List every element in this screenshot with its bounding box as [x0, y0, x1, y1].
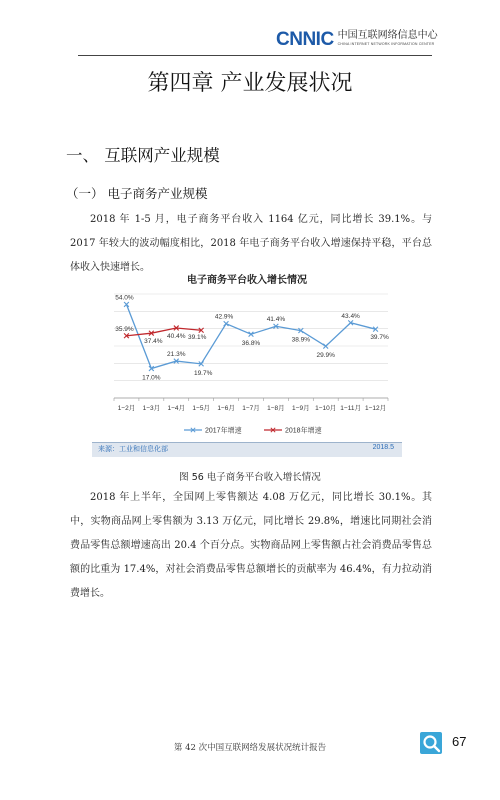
body-paragraph-1: 2018 年 1-5 月，电子商务平台收入 1164 亿元，同比增长 39.1%。与 2017 年较大的波动幅度相比，2018 年电子商务平台收入增速保持平稳，平台总体收入快速增长。 — [70, 214, 432, 273]
x-tick-label: 1−3月 — [142, 405, 161, 412]
chart-source-band — [92, 442, 402, 457]
cnnic-logo — [276, 30, 438, 50]
legend-label: 2017年增速 — [205, 427, 242, 435]
chapter-title: 第四章 产业发展状况 — [147, 71, 353, 96]
subsection-title: （一） 电子商务产业规模 — [66, 186, 208, 201]
data-label: 43.4% — [341, 312, 360, 320]
x-tick-label: 1−2月 — [117, 405, 136, 412]
data-label: 39.1% — [187, 334, 207, 342]
data-label: 41.4% — [266, 316, 286, 324]
data-label: 40.4% — [167, 332, 186, 340]
report-logo-icon — [420, 732, 442, 754]
data-label: 36.8% — [241, 340, 261, 348]
chart-date: 2018.5 — [372, 444, 394, 451]
footer-report-title: 第 42 次中国互联网络发展状况统计报告 — [173, 743, 327, 753]
line-chart — [92, 266, 402, 442]
logo-en-name: CHINA INTERNET NETWORK INFORMATION CENTER — [337, 42, 435, 46]
x-tick-label: 1−9月 — [292, 405, 310, 412]
page-number: 67 — [452, 734, 467, 749]
x-tick-label: 1−12月 — [364, 405, 387, 412]
x-tick-label: 1−4月 — [167, 405, 186, 412]
chart-title: 电子商务平台收入增长情况 — [187, 275, 307, 286]
chart-container — [92, 266, 402, 456]
figure-caption: 图 56 电子商务平台收入增长情况 — [179, 472, 321, 483]
data-label: 42.9% — [214, 313, 234, 321]
x-tick-label: 1−8月 — [267, 405, 285, 412]
x-tick-label: 1−7月 — [242, 405, 260, 412]
data-label: 29.9% — [316, 352, 335, 360]
section-title: 一、 互联网产业规模 — [66, 146, 220, 165]
data-label: 38.9% — [291, 336, 311, 344]
data-label: 37.4% — [144, 338, 163, 346]
x-tick-label: 1−11月 — [340, 405, 361, 412]
x-tick-label: 1−6月 — [217, 405, 235, 412]
data-label: 17.0% — [142, 374, 161, 382]
data-point — [224, 321, 229, 326]
data-label: 39.7% — [370, 334, 389, 342]
x-tick-label: 1−10月 — [315, 405, 337, 412]
data-label: 21.3% — [167, 351, 186, 359]
header-divider — [78, 55, 432, 56]
chart-source: 来源：工业和信息化部 — [98, 446, 168, 453]
series-line — [126, 304, 375, 368]
logo-cn-name: 中国互联网络信息中心 — [337, 30, 438, 41]
data-label: 54.0% — [115, 294, 134, 302]
logo-mark: CNNIC — [276, 29, 334, 50]
x-tick-label: 1−5月 — [192, 405, 210, 412]
body-paragraph-2: 2018 年上半年，全国网上零售额达 4.08 万亿元，同比增长 30.1%。其中，实物商品网上零售额为 3.13 万亿元，同比增长 29.8%，增速比同期社会消费品零售总额增速高出 20.4 个百分点。实物商品网上零售额占社会消费品零售总额的比重为 17.4%，对社会消费品零售总额增长的贡献率为 46.4%，有力拉动消费增长。 — [70, 492, 432, 599]
legend-label: 2018年增速 — [285, 427, 322, 435]
data-label: 19.7% — [193, 369, 213, 377]
data-label: 35.9% — [115, 325, 134, 333]
logo-text — [338, 30, 438, 47]
